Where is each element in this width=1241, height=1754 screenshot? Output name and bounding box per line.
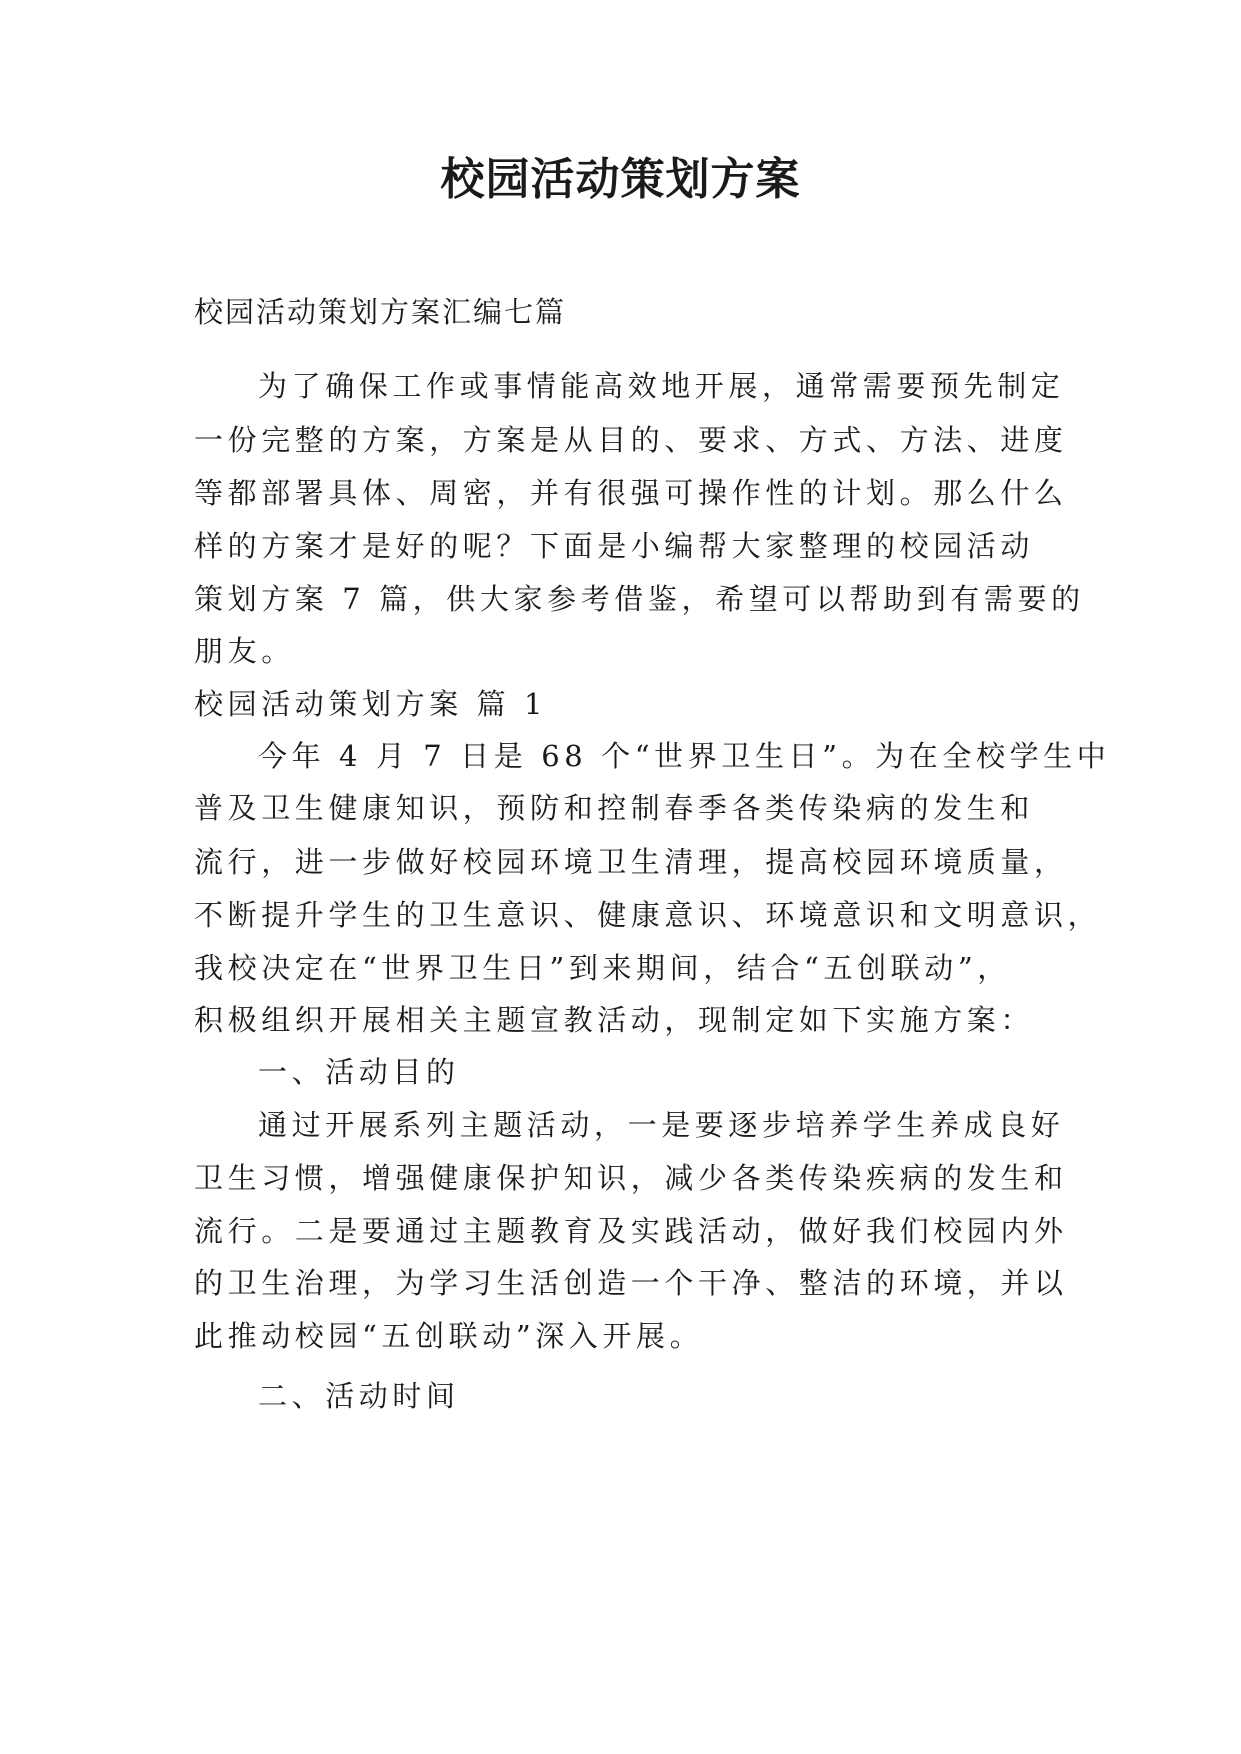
- paragraph-line: 通过开展系列主题活动，一是要逐步培养学生养成良好: [258, 1108, 1065, 1142]
- paragraph-line: 积极组织开展相关主题宣教活动，现制定如下实施方案：: [194, 1003, 1035, 1037]
- document-title: 校园活动策划方案: [440, 154, 801, 205]
- paragraph-line: 的卫生治理，为学习生活创造一个干净、整洁的环境，并以: [194, 1266, 1068, 1300]
- paragraph-line: 流行。二是要通过主题教育及实践活动，做好我们校园内外: [194, 1214, 1068, 1248]
- paragraph-line: 我校决定在“世界卫生日”到来期间，结合“五创联动”，: [194, 951, 1011, 985]
- paragraph-line: 一份完整的方案，方案是从目的、要求、方式、方法、进度: [194, 423, 1068, 457]
- paragraph-line: 样的方案才是好的呢？下面是小编帮大家整理的校园活动: [194, 529, 1035, 563]
- paragraph-line: 策划方案 7 篇，供大家参考借鉴，希望可以帮助到有需要的: [194, 582, 1085, 616]
- section-heading: 一、活动目的: [258, 1055, 460, 1089]
- paragraph-line: 朋友。: [194, 634, 295, 668]
- paragraph-line: 今年 4 月 7 日是 68 个“世界卫生日”。为在全校学生中: [258, 739, 1111, 773]
- paragraph-line: 此推动校园“五创联动”深入开展。: [194, 1319, 704, 1353]
- paragraph-line: 普及卫生健康知识，预防和控制春季各类传染病的发生和: [194, 791, 1035, 825]
- paragraph-line: 不断提升学生的卫生意识、健康意识、环境意识和文明意识，: [194, 898, 1102, 932]
- paragraph-line: 卫生习惯，增强健康保护知识，减少各类传染疾病的发生和: [194, 1161, 1068, 1195]
- section-heading: 校园活动策划方案 篇 1: [194, 687, 548, 721]
- paragraph-line: 等都部署具体、周密，并有很强可操作性的计划。那么什么: [194, 476, 1068, 510]
- section-heading: 二、活动时间: [258, 1379, 460, 1413]
- paragraph-line: 流行，进一步做好校园环境卫生清理，提高校园环境质量，: [194, 845, 1068, 879]
- document-subtitle: 校园活动策划方案汇编七篇: [194, 295, 567, 329]
- paragraph-line: 为了确保工作或事情能高效地开展，通常需要预先制定: [258, 369, 1065, 403]
